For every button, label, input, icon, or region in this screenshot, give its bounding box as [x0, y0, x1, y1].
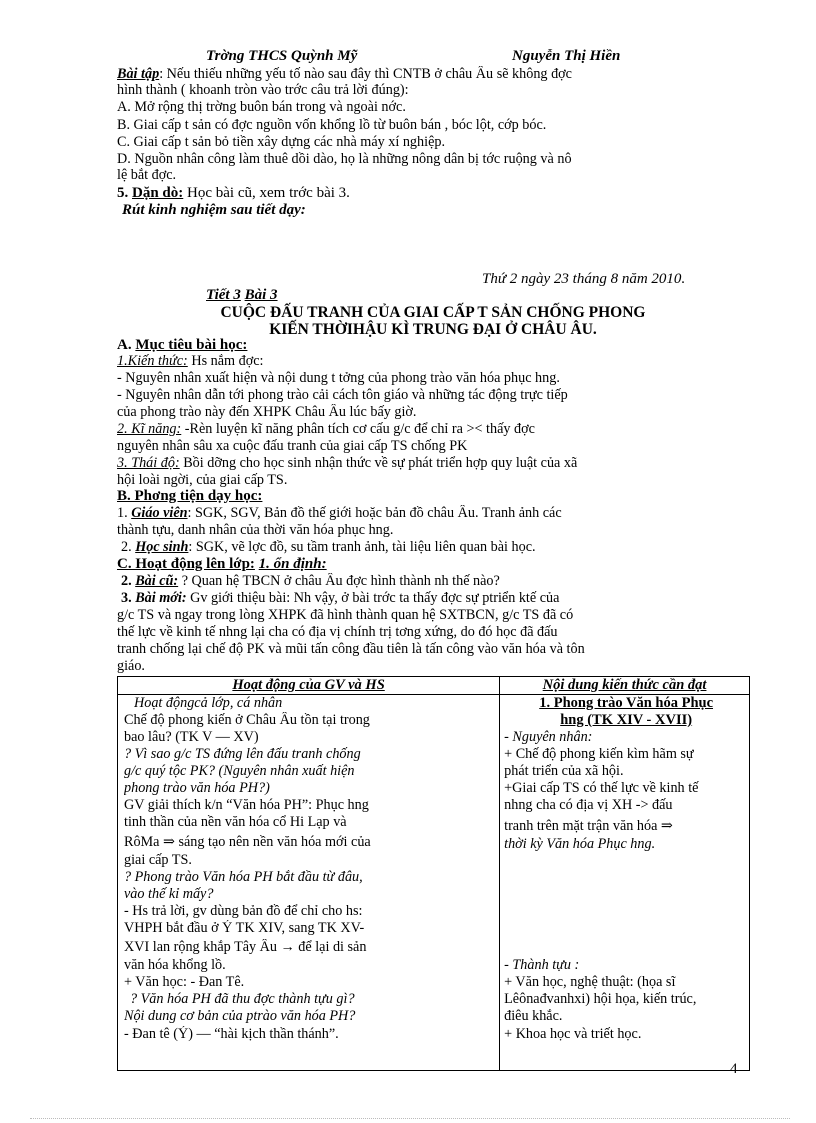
- new-lesson-line: tranh chống lại chế độ PK và mũi tấn công đầu tiên là tấn công vào văn hóa và tôn: [117, 641, 585, 657]
- new-lesson-label: Bài mới:: [135, 590, 187, 606]
- activity-line: bao lâu? (TK V — XV): [124, 729, 259, 745]
- activity-line: Chế độ phong kiến ở Châu Âu tồn tại trong: [124, 712, 370, 728]
- knowledge-line: 1.Kiến thức: Hs nắm đợc:: [117, 353, 264, 369]
- content-line: + Chế độ phong kiến kìm hãm sự: [504, 746, 694, 762]
- skill-label: 2. Kĩ năng:: [117, 421, 182, 437]
- exercise-option-c: C. Giai cấp t sản bỏ tiền xây dựng các nhà máy xí nghiệp.: [117, 134, 446, 150]
- col-header-activities: Hoạt động của GV và HS: [118, 677, 500, 695]
- activity-line: Hoạt độngcả lớp, cá nhân: [134, 695, 283, 711]
- content-line: phát triển của xã hội.: [504, 763, 624, 779]
- skill-line: nguyên nhân sâu xa cuộc đấu tranh của giai cấp TS chống PK: [117, 438, 468, 454]
- old-lesson-label: Bài cũ:: [135, 573, 179, 589]
- activity-line: XVI lan rộng khắp Tây Âu → để lại di sản: [124, 939, 367, 955]
- knowledge-label: 1.Kiến thức:: [117, 353, 188, 369]
- activity-line: ? Vì sao g/c TS đứng lên đấu tranh chống: [124, 746, 361, 762]
- content-line: điêu khắc.: [504, 1008, 563, 1024]
- means-teacher: thành tựu, danh nhân của thời văn hóa phục hng.: [117, 522, 394, 538]
- lesson-title-line2: KIẾN THỜIHẬU KÌ TRUNG ĐẠI Ở CHÂU ÂU.: [269, 321, 597, 338]
- experience-heading: Rút kinh nghiệm sau tiết dạy:: [122, 202, 306, 218]
- activity-line: Nội dung cơ bản của ptrào văn hóa PH?: [124, 1008, 356, 1024]
- content-line: nhng cha có địa vị XH -> đấu: [504, 797, 673, 813]
- activity-line: - Đan tê (Ý) — “hài kịch thần thánh”.: [124, 1026, 339, 1042]
- attitude-line: 3. Thái độ: Bồi dỡng cho học sinh nhận thức về sự phát triển hợp quy luật của xã: [117, 455, 578, 471]
- new-lesson-line: g/c TS và ngay trong lòng XHPK đã hình thành quan hệ SXTBCN, g/c TS đã có: [117, 607, 574, 623]
- activity-line: GV giải thích k/n “Văn hóa PH”: Phục hng: [124, 797, 369, 813]
- knowledge-line: - Nguyên nhân dẫn tới phong trào cải cách tôn giáo và những tác động trực tiếp: [117, 387, 568, 403]
- attitude-label: 3. Thái độ:: [117, 455, 180, 471]
- skill-line: 2. Kĩ năng: -Rèn luyện kĩ năng phân tích cơ cấu g/c để chỉ ra >< thấy đợc: [117, 421, 535, 437]
- content-cell: [500, 695, 750, 1071]
- activity-line: g/c quý tộc PK? (Nguyên nhân xuất hiện: [124, 763, 355, 779]
- content-line: + Văn học, nghệ thuật: (họa sĩ: [504, 974, 676, 990]
- teacher-label: Giáo viên: [131, 505, 188, 521]
- exercise-line: Bài tập: Nếu thiếu những yếu tố nào sau đây thì CNTB ở châu Âu sẽ không đợc: [117, 66, 572, 82]
- activity-line: RôMa ⇒ sáng tạo nên nền văn hóa mới của: [124, 834, 371, 850]
- header-teacher: Nguyễn Thị Hiền: [512, 48, 621, 64]
- exercise-option-b: B. Giai cấp t sản có đợc nguồn vốn khổng lồ từ buôn bán , bóc lột, cớp bóc.: [117, 117, 547, 133]
- activity-line: ? Văn hóa PH đã thu đợc thành tựu gì?: [130, 991, 355, 1007]
- footer-divider: [30, 1118, 790, 1119]
- means-student: 2. Học sinh: SGK, vẽ lợc đồ, su tầm tranh ảnh, tài liệu liên quan bài học.: [121, 539, 536, 555]
- lesson-title-line1: CUỘC ĐẤU TRANH CỦA GIAI CẤP T SẢN CHỐNG PHONG: [220, 304, 646, 321]
- content-heading: hng (TK XIV - XVII): [560, 712, 693, 728]
- exercise-option-d: D. Nguồn nhân công làm thuê dồi dào, họ là những nông dân bị tớc ruộng và nô: [117, 151, 572, 167]
- knowledge-line: của phong trào này đến XHPK Châu Âu lúc bấy giờ.: [117, 404, 417, 420]
- activity-line: ? Phong trào Văn hóa PH bắt đầu từ đâu,: [124, 869, 363, 885]
- content-heading: 1. Phong trào Văn hóa Phục: [539, 695, 714, 711]
- student-label: Học sinh: [135, 539, 189, 555]
- new-lesson: 3. Bài mới: Gv giới thiệu bài: Nh vậy, ở bài trớc ta thấy đợc sự ptriển ktế của: [121, 590, 560, 606]
- cause-label: - Nguyên nhân:: [504, 729, 593, 745]
- old-lesson: 2. Bài cũ: ? Quan hệ TBCN ở châu Âu đợc hình thành nh thế nào?: [121, 573, 500, 589]
- activity-line: văn hóa khổng lồ.: [124, 957, 226, 973]
- activity-line: giai cấp TS.: [124, 852, 192, 868]
- activity-line: VHPH bắt đầu ở Ý TK XIV, sang TK XV-: [124, 920, 365, 936]
- content-line: tranh trên mặt trận văn hóa ⇒: [504, 818, 673, 834]
- means-heading: B. Phơng tiện dạy học:: [117, 488, 263, 504]
- activity-line: tinh thần của nền văn hóa cổ Hi Lạp và: [124, 814, 347, 830]
- exercise-line: hình thành ( khoanh tròn vào trớc câu trả lời đúng):: [117, 82, 409, 98]
- objectives-heading: A. Mục tiêu bài học:: [117, 337, 248, 353]
- lesson-table: [117, 676, 750, 1071]
- activity-line: phong trào văn hóa PH?): [124, 780, 270, 796]
- activities-cell: [118, 695, 500, 1071]
- homework-label: Dặn dò:: [132, 185, 184, 201]
- new-lesson-line: thế lực về kinh tế nhng lại cha có địa vị chính trị tơng xứng, do đó học đã đấu: [117, 624, 558, 640]
- activities-heading: C. Hoạt động lên lớp: 1. ổn định:: [117, 556, 327, 572]
- achievement-label: - Thành tựu :: [504, 957, 580, 973]
- knowledge-line: - Nguyên nhân xuất hiện và nội dung t tởng của phong trào văn hóa phục hng.: [117, 370, 560, 386]
- lesson-number: Tiết 3 Bài 3: [206, 287, 278, 303]
- exercise-option-a: A. Mở rộng thị trờng buôn bán trong và ngoài nớc.: [117, 99, 406, 115]
- content-line: +Giai cấp TS có thế lực về kinh tế: [504, 780, 699, 796]
- content-line: Lêônađvanhxi) hội họa, kiến trúc,: [504, 991, 697, 1007]
- page-number: 4: [730, 1061, 738, 1077]
- lesson-date: Thứ 2 ngày 23 tháng 8 năm 2010.: [482, 271, 686, 287]
- content-line: thời kỳ Văn hóa Phục hng.: [504, 836, 656, 852]
- content-line: + Khoa học và triết học.: [504, 1026, 642, 1042]
- exercise-line: lệ bắt đợc.: [117, 167, 177, 183]
- new-lesson-line: giáo.: [117, 658, 145, 674]
- means-teacher: 1. Giáo viên: SGK, SGV, Bản đồ thế giới hoặc bản đồ châu Âu. Tranh ảnh các: [117, 505, 562, 521]
- activity-line: - Hs trả lời, gv dùng bản đồ để chỉ cho hs:: [124, 903, 363, 919]
- homework: 5. Dặn dò: Học bài cũ, xem trớc bài 3.: [117, 185, 350, 201]
- header-school: Trờng THCS Quỳnh Mỹ: [206, 48, 358, 64]
- activity-line: + Văn học: - Đan Tê.: [124, 974, 245, 990]
- activity-line: vào thế kỉ mấy?: [124, 886, 214, 902]
- col-header-content: Nội dung kiến thức cần đạt: [500, 677, 750, 695]
- exercise-label: Bài tập: [117, 66, 160, 82]
- attitude-line: hội loài ngời, của giai cấp TS.: [117, 472, 288, 488]
